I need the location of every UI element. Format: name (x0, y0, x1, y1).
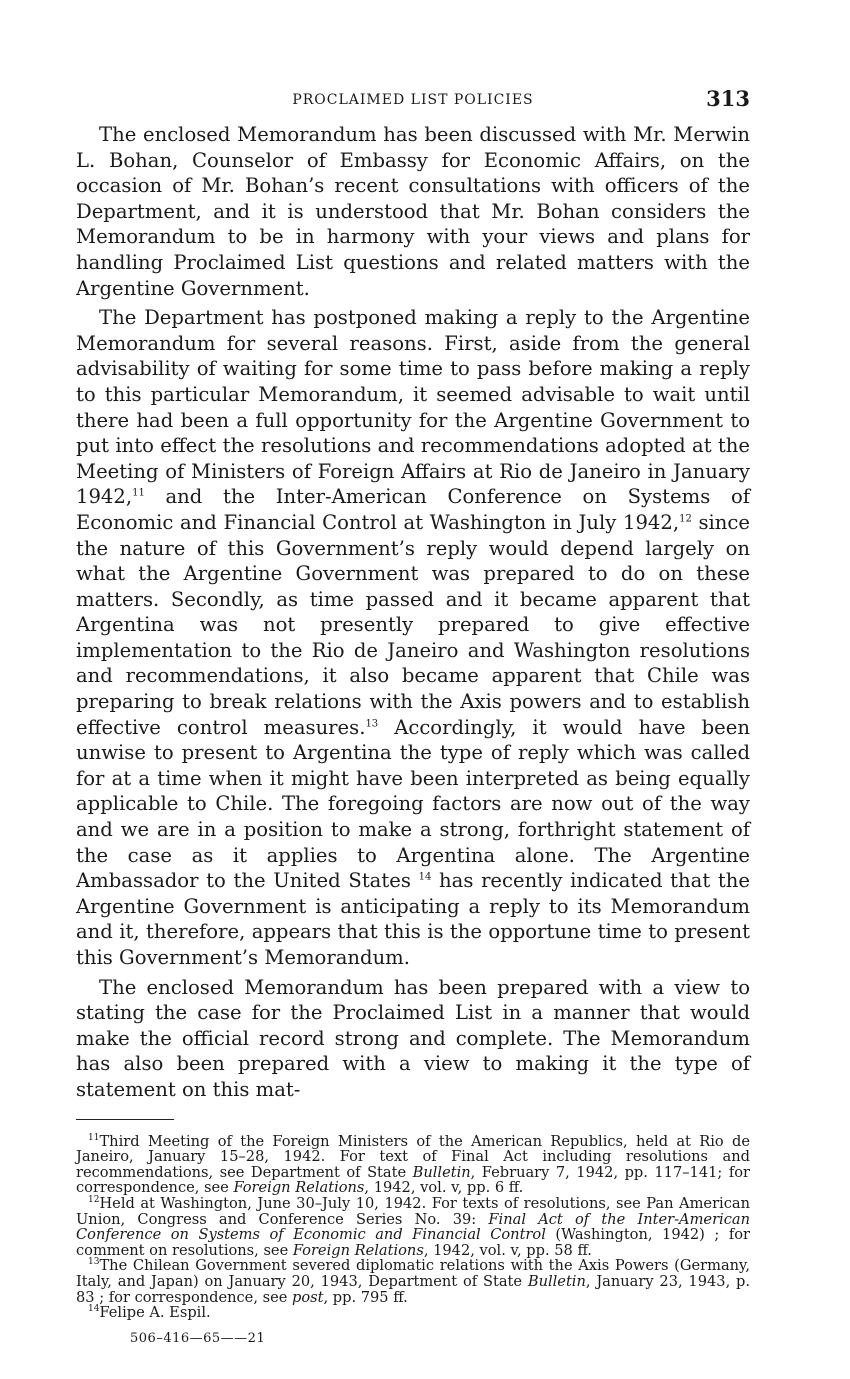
footnote-ref-11: 11 (132, 487, 145, 499)
footnote-divider (76, 1119, 174, 1120)
paragraph-3: The enclosed Memorandum has been prepared with a view to stating the case for the Proclaimed List in a manner that would make the official record strong and complete. The Memorandum has also been prepared with a view to making it the type of statement on this mat- (76, 975, 750, 1101)
footnote-text: , February 7, 1942, pp. 117–141; for correspondence, see (76, 1163, 750, 1197)
page-number: 313 (706, 86, 750, 111)
running-header (76, 84, 750, 118)
footnote-italic: Final Act of the Inter-American Conference on Systems of Economic and Financial Control (76, 1210, 750, 1244)
footnote-text: (Washington, 1942) ; for comment on resolutions, see (76, 1226, 750, 1259)
footnotes (76, 1134, 750, 1321)
body-text (76, 122, 750, 1103)
paragraph-2-part-c: since the nature of this Government’s reply would depend largely on what the Argentine Government was prepared to do on these matters. Secondly, as time passed and it became apparent that Argentina was not presently prepared to give effective implementation to the Rio de Janeiro and Washington resolutions and recommendations, it also became apparent that Chile was preparing to break relations with the Axis powers and to establish effective control measures. (76, 510, 750, 739)
footnote-italic: Bulletin (412, 1163, 471, 1181)
paragraph-1: The enclosed Memorandum has been discussed with Mr. Merwin L. Bohan, Counselor of Embassy for Economic Affairs, on the occasion of Mr. Bohan’s recent consultations with officers of the Department, and it is understood that Mr. Bohan considers the Memorandum to be in harmony with your views and plans for handling Proclaimed List questions and related matters with the Argentine Government. (76, 123, 750, 300)
footnote-text: Felipe A. Espil. (99, 1304, 211, 1322)
paragraph-2-part-d: Accordingly, it would have been unwise to present to Argentina the type of reply which was called for at a time when it might have been interpreted as being equally applicable to Chile. The foregoing factors are now out of the way and we are in a position to make a strong, forthright statement of the case as it applies to Argentina alone. The Argentine Ambassador to the United States (76, 715, 750, 893)
running-title: PROCLAIMED LIST POLICIES (292, 92, 534, 108)
footnote-text: Third Meeting of the Foreign Ministers of the American Republics, held at Rio de Janeiro, January 15–28, 1942. For text of Final Act including resolutions and recommendations, see Department of State (76, 1132, 750, 1181)
footnote-ref-14: 14 (418, 871, 432, 883)
footnote-mark: 13 (88, 1257, 100, 1268)
footnote-text: Held at Washington, June 30–July 10, 1942. For texts of resolutions, see Pan American Union, Congress and Conference Series No. 39: (76, 1194, 750, 1228)
printer-mark: 506–416—65——21 (130, 1330, 266, 1346)
footnote-mark: 14 (88, 1304, 100, 1315)
footnote-ref-13: 13 (365, 718, 379, 730)
footnote-text: , January 23, 1943, p. 83 ; for correspondence, see (76, 1272, 750, 1306)
footnote-12 (76, 1196, 750, 1258)
footnote-italic: Bulletin (527, 1272, 586, 1290)
document-page (76, 84, 750, 1346)
footnote-text: The Chilean Government severed diplomatic relations with the Axis Powers (Germany, Italy, and Japan) on January 20, 1943, Department of State (76, 1257, 750, 1290)
footnote-italic: Foreign Relations (233, 1179, 365, 1197)
footnote-11 (76, 1134, 750, 1196)
footnote-text: , 1942, vol. v, pp. 58 ff. (423, 1241, 592, 1259)
footnote-italic: Foreign Relations (292, 1241, 424, 1259)
footnote-14 (76, 1305, 750, 1321)
footnote-mark: 12 (88, 1195, 100, 1206)
footnote-text: , 1942, vol. v, pp. 6 ff. (364, 1179, 524, 1197)
footnote-ref-12: 12 (679, 513, 692, 525)
footnote-text: , pp. 795 ff. (323, 1288, 408, 1306)
footnote-13 (76, 1258, 750, 1305)
footnote-mark: 11 (88, 1132, 100, 1143)
footnote-italic: post (292, 1288, 324, 1306)
paragraph-2-part-b: and the Inter-American Conference on Systems of Economic and Financial Control at Washington in July 1942, (76, 485, 750, 534)
paragraph-2-part-e: has recently indicated that the Argentine Government is anticipating a reply to its Memorandum and it, therefore, appears that this is the opportune time to present this Government’s Memorandum. (76, 869, 751, 969)
paragraph-2 (76, 305, 750, 970)
paragraph-2-part-a: The Department has postponed making a reply to the Argentine Memorandum for several reasons. First, aside from the general advisability of waiting for some time to pass before making a reply to this particular Memorandum, it seemed advisable to wait until there had been a full opportunity for the Argentine Government to put into effect the resolutions and recommendations adopted at the Meeting of Ministers of Foreign Affairs at Rio de Janeiro in January 1942, (76, 306, 750, 509)
